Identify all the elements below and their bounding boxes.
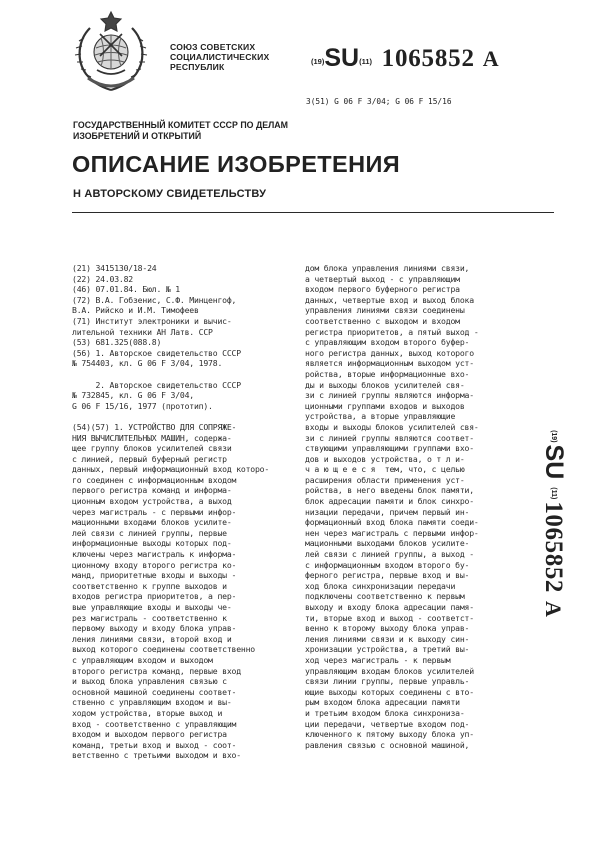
issuing-committee: ГОСУДАРСТВЕННЫЙ КОМИТЕТ СССР ПО ДЕЛАМ ИЗОБРЕТЕНИЙ И ОТКРЫТИЙ	[73, 120, 288, 141]
inid-code-11: (11)	[359, 57, 373, 66]
issuing-state-name: СОЮЗ СОВЕТСКИХ СОЦИАЛИСТИЧЕСКИХ РЕСПУБЛИК	[170, 42, 270, 72]
claim-text-left: (54)(57) 1. УСТРОЙСТВО ДЛЯ СОПРЯЖЕ- НИЯ ВЫЧИСЛИТЕЛЬНЫХ МАШИН, содержа- щее группу блоков усилителей связи с линией, первый буферный регистр данных, первый информационный вход которо- го соединен с информационным входом первого регистра команд и информа- ционным входом устройства, а выход через магистраль - с первыми инфор- мационными входами блоков усилите- лей связи с линией группы, первые информационные выходы которых под- ключены через магистраль к информа- ционному входу второго регистра ко- манд, приоритетные входы и выходы - соответственно к группе выходов и входов регистра приоритетов, а пер- вые управляющие входы и выходы че- рез магистраль - соответственно к первому выходу и входу блока управ- ления линиями связи, второй вход и выход которого соединены соответственно с управляющим входом и выходом второго регистра команд, первые вход и выход блока управления связью с основной машиной соединены соответ- ственно с управляющим входом и вы- ходом устройства, вторые выход и вход - соответственно с управляющим входом и выходом первого регистра команд, третьи вход и выход - соот- ветственно с третьими выходом и вхо-	[72, 421, 270, 761]
left-column	[72, 263, 269, 761]
claim-text-right: дом блока управления линиями связи, а четвертый выход - с управляющим входом первого буферного регистра данных, четвертые вход и выход блока управления линиями связи соединены соответственно с выходом и входом регистра приоритетов, а пятый выход - с управляющим входом второго буфер- ного регистра данных, выход которого является информационным выходом уст- ройства, вторые информационные вхо- ды и выходы блоков усилителей свя- зи с линией группы являются информа- ционными группами входов и выходов устройства, а вторые управляющие входы и выходы блоков усилителей свя- зи с линией группы являются соответ- ствующими управляющими группами вхо- дов и выходов устройства, о т л и- ч а ю щ е е с я тем, что, с целью расширения области применения уст- ройства, в него введены блок памяти, блок адресации памяти и блок синхро- низации передачи, причем первый ин- формационный вход блока памяти соеди- нен через магистраль с первыми инфор- мационными выходами блоков усилите- лей связи с линией группы, а выход - с информационным входом второго бу- ферного регистра, первые вход и вы- ход блока синхронизации передачи подключены соответственно к первым выходу и входу блока адресации памя- ти, вторые вход и выход - соответст- венно к второму выходу блока управ- ления линиями связи и к выходу син- хронизации устройства, а третий вы- ход через магистраль - к первым управляющим входам блоков усилителей связи линии группы, первые управль- ющие выходы которых соединены с вто- рым входом блока адресации памяти и третьим входом блока синхрониза- ции передачи, четвертые входом под- ключенного к пятому выходу блока уп- равления связью с основной машиной,	[305, 263, 479, 750]
vertical-kind-code: A	[541, 600, 566, 617]
country-code: SU	[324, 44, 360, 72]
patent-number-heading	[311, 44, 499, 73]
document-title: ОПИСАНИЕ ИЗОБРЕТЕНИЯ	[72, 151, 401, 177]
vertical-patent-number-value: 1065852	[540, 500, 567, 593]
inid-code-19: (19)	[311, 57, 325, 66]
bibliographic-data: (21) 3415130/18-24 (22) 24.03.82 (46) 07.01.84. Бюл. № 1 (72) В.А. Гобзенис, С.Ф. Минценгоф, В.А. Рийско и И.М. Тимофеев (71) Институт электроники и вычис- лительной техники АН Латв. ССР (53) 681.325(088.8) (56) 1. Авторское свидетельство СССР № 754403, кл. G 06 F 3/04, 1978. 2. Авторское свидетельство СССР № 732845, кл. G 06 F 3/04, G 06 F 15/16, 1977 (прототип).	[72, 263, 241, 411]
header-divider	[72, 212, 554, 213]
document-subtitle: Н АВТОРСКОМУ СВИДЕТЕЛЬСТВУ	[73, 188, 267, 200]
patent-number: 1065852	[381, 45, 475, 72]
vertical-patent-number	[538, 388, 568, 658]
ussr-state-emblem-icon	[70, 8, 152, 96]
ipc-classification: 3(51) G 06 F 3/04; G 06 F 15/16	[306, 97, 452, 106]
kind-code: A	[482, 46, 499, 71]
vertical-inid-code-11: (11)	[549, 486, 557, 499]
vertical-inid-code-19: (19)	[549, 429, 557, 443]
vertical-country-code: SU	[539, 444, 568, 479]
